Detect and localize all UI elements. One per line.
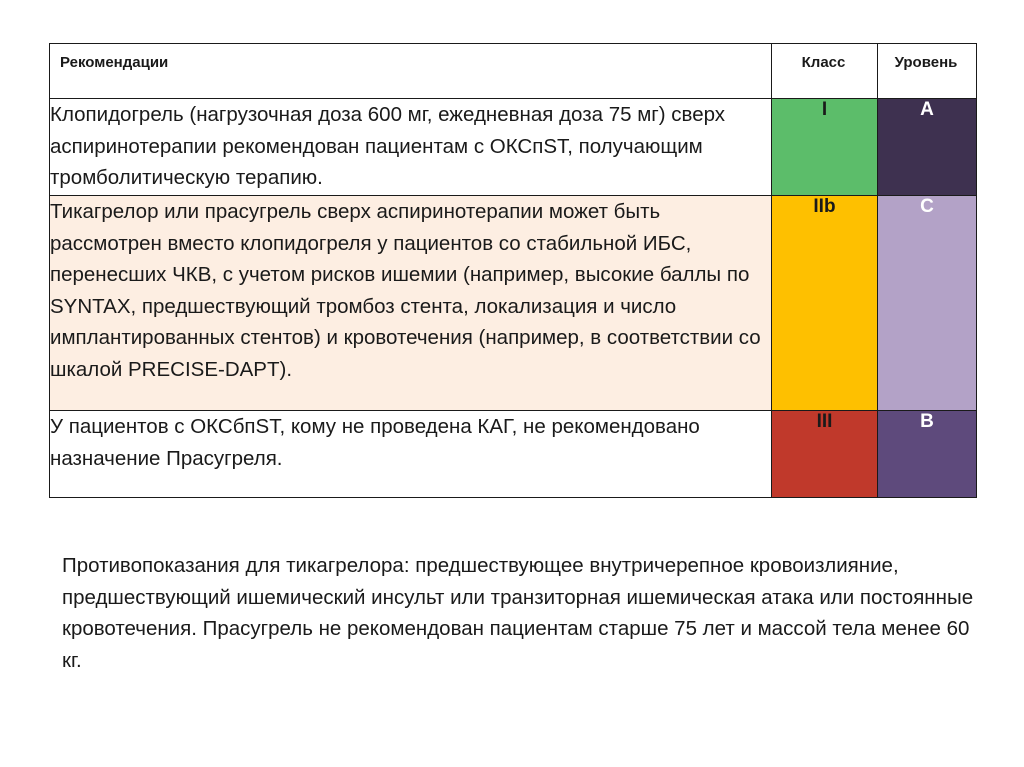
table-row <box>50 411 977 498</box>
class-cell: IIb <box>772 196 878 411</box>
header-class: Класс <box>772 44 878 99</box>
level-cell: C <box>878 196 977 411</box>
table-row <box>50 99 977 196</box>
recommendation-text: Тикагрелор или прасугрель сверх аспиринотерапии может быть рассмотрен вместо клопидогреля у пациентов со стабильной ИБС, перенесших ЧКВ, с учетом рисков ишемии (например, высокие баллы по SYNTAX, предшествующий тромбоз стента, локализация и число имплантированных стентов) и кровотечения (например, в соответствии со шкалой PRECISE-DAPT). <box>50 196 772 411</box>
header-recommendations: Рекомендации <box>50 44 772 99</box>
contraindications-note: Противопоказания для тикагрелора: предшествующее внутричерепное кровоизлияние, предшествующий ишемический инсульт или транзиторная ишемическая атака или постоянные кровотечения. Прасугрель не рекомендован пациентам старше 75 лет и массой тела менее 60 кг. <box>62 554 974 672</box>
level-cell: B <box>878 411 977 498</box>
table-row <box>50 196 977 411</box>
table-header-row <box>50 44 977 99</box>
recommendation-text: У пациентов с ОКСбпST, кому не проведена КАГ, не рекомендовано назначение Прасугреля. <box>50 411 772 498</box>
header-level: Уровень <box>878 44 977 99</box>
class-cell: I <box>772 99 878 196</box>
recommendation-text: Клопидогрель (нагрузочная доза 600 мг, ежедневная доза 75 мг) сверх аспиринотерапии рекомендован пациентам с ОКСпST, получающим тромболитическую терапию. <box>50 99 772 196</box>
recommendations-table <box>49 43 977 498</box>
level-cell: A <box>878 99 977 196</box>
class-cell: III <box>772 411 878 498</box>
